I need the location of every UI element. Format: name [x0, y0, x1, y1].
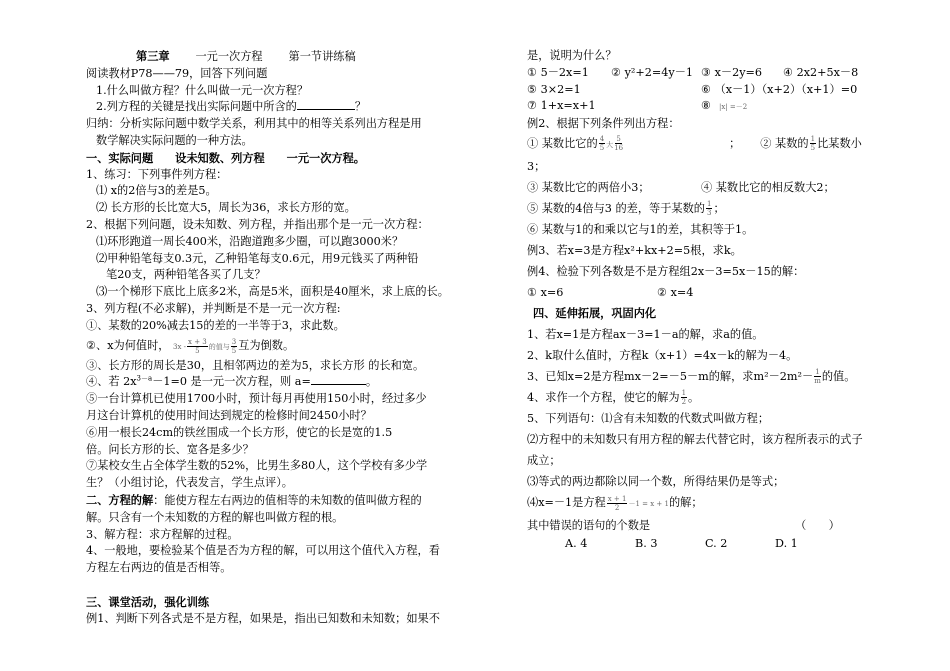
exercise-5-cont: 月这台计算机的使用时间达到规定的检修时间2450小时？	[86, 408, 372, 422]
option-a: A. 4	[565, 536, 588, 550]
extension-3: 3、已知x=2是方程mx－2=－5－m的解，求m²－2m²－ $\frac{1}{m}$ 的值。	[527, 368, 856, 386]
expression-row-2: ⑤ 3×2=1 ⑥ （x－1）（x+2）（x+1）=0	[527, 82, 858, 96]
exercise-2: ②、x为何值时， 3x - $\frac{x + 3}{5}$ 的值与 $\frac{3}{5}$ 互为倒数。	[86, 338, 295, 356]
practice-2-item-1: ⑴环形跑道一周长400米，沿跑道跑多少圈，可以跑3000米？	[96, 234, 404, 248]
example-2-row-4: ⑥ 某数与1的和乘以它与1的差，其积等于1。	[527, 222, 754, 236]
question-2: 2.列方程的关键是找出实际问题中所含的 ？	[96, 100, 367, 114]
option-d: D. 1	[775, 536, 798, 550]
practice-1: 1、练习：下列事件列方程：	[86, 167, 228, 181]
answer-blank	[311, 374, 366, 385]
extension-4: 4、求作一个方程，使它的解为 $\frac{1}{2}$ 。	[527, 389, 700, 407]
section-4-heading: 四、延伸拓展，巩固内化	[533, 305, 657, 320]
question-1: 1.什么叫做方程？什么叫做一元一次方程？	[96, 83, 309, 97]
right-column	[527, 48, 879, 553]
check-definition-cont: 方程左右两边的值是否相等。	[86, 561, 232, 575]
extension-2: 2、k取什么值时，方程k（x+1）=4x－k的解为－4。	[527, 348, 798, 362]
exercise-7: ⑦某校女生占全体学生数的52%，比男生多80人，这个学校有多少学	[86, 459, 428, 473]
practice-2-item-2-cont: 笔20支，两种铅笔各买了几支？	[106, 268, 266, 282]
section-2-definition: 二、方程的解：能使方程左右两边的值相等的未知数的值叫做方程的	[86, 492, 422, 507]
check-definition: 4、一般地，要检验某个值是否为方程的解，可以用这个值代入方程，看	[86, 544, 440, 558]
intro-text: 阅读教材P78——79，回答下列问题	[86, 66, 268, 80]
section-3-heading: 三、课堂活动，强化训练	[86, 594, 210, 609]
exercise-1: ①、某数的20%减去15的差的一半等于3，求此数。	[86, 318, 345, 332]
solve-definition: 3、解方程：求方程解的过程。	[86, 527, 239, 541]
example-4-options: ① x=6 ② x=4	[527, 285, 694, 299]
practice-2: 2、根据下列问题，设未知数、列方程，并指出那个是一元一次方程：	[86, 217, 429, 231]
guide-line-2: 数学解决实际问题的一种方法。	[96, 133, 253, 147]
page-title: 第三章 一元一次方程 第一节讲练稿	[136, 49, 356, 63]
example-3: 例3、若x=3是方程x²+kx+2=5根，求k。	[527, 243, 742, 257]
practice-1-item-2: ⑵ 长方形的长比宽大5，周长为36，求长方形的宽。	[96, 201, 356, 215]
answer-options	[527, 536, 879, 553]
practice-2-item-2: ⑵甲种铅笔每支0.3元，乙种铅笔每支0.6元，用9元钱买了两种铅	[96, 251, 419, 265]
expression-row-3: ⑦ 1+x=x+1 ⑧ |x| =－2	[527, 99, 748, 113]
exercise-7-cont: 生？（小组讨论，代表发言，学生点评）。	[86, 476, 293, 490]
guide-line-1: 归纳：分析实际问题中数学关系，利用其中的相等关系列出方程是用	[86, 117, 422, 131]
practice-1-item-1: ⑴ x的2倍与3的差是5。	[96, 184, 217, 198]
example-2-row-2: ③ 某数比它的两倍小3； ④ 某数比它的相反数大2；	[527, 180, 835, 194]
extension-5-item-2-cont: 成立；	[527, 453, 561, 467]
extension-6: 其中错误的语句的个数是 （ ）	[527, 518, 840, 532]
extension-5: 5、下列语句：⑴含有未知数的代数式叫做方程；	[527, 411, 770, 425]
option-b: B. 3	[635, 536, 658, 550]
answer-blank	[297, 99, 355, 110]
example-1: 例1、判断下列各式是不是方程，如果是，指出已知数和未知数；如果不	[86, 611, 440, 625]
practice-3: 3、列方程(不必求解)，并判断是不是一元一次方程:	[86, 301, 341, 315]
example-2-row-1: ① 某数比它的 $\frac{4}{5}$ 大 $\frac{5}{16}$ ； ② 某数的 $\frac{1}{5}$ 比某数小	[527, 135, 862, 153]
example-2-row-3: ⑤ 某数的4倍与3 的差，等于某数的 $\frac{1}{3}$ ；	[527, 200, 725, 218]
example-2-row-1-cont: 3；	[527, 159, 546, 173]
practice-2-item-3: ⑶一个梯形下底比上底多2米，高是5米，面积是40厘米，求上底的长。	[96, 285, 449, 299]
option-c: C. 2	[705, 536, 728, 550]
extension-5-item-4: ⑷x=－1是方程 $\frac{x + 1}{2}$ －1 = x + 1的解；	[527, 495, 703, 513]
exercise-5: ⑤一台计算机已使用1700小时，预计每月再使用150小时，经过多少	[86, 392, 427, 406]
expression-row-1: ① 5－2x=1 ② y²+2=4y－1 ③ x－2y=6 ④ 2x2+5x－8	[527, 65, 859, 79]
section-2-definition-cont: 解。只含有一个未知数的方程的解也叫做方程的根。	[86, 510, 344, 524]
example-4: 例4、检验下列各数是不是方程组2x－3=5x－15的解：	[527, 264, 805, 278]
extension-5-item-2: ⑵方程中的未知数只有用方程的解去代替它时，该方程所表示的式子	[527, 432, 863, 446]
section-1-heading: 一、实际问题 设未知数、列方程 一元一次方程。	[86, 150, 365, 165]
extension-1: 1、若x=1是方程ax－3=1－a的解，求a的值。	[527, 327, 764, 341]
example-2: 例2、根据下列条件列出方程：	[527, 117, 680, 131]
exercise-4: ④、若 $2x^{3-a}-1=0$ 是一元一次方程，则 a= 。	[86, 374, 378, 389]
example-1-cont: 是，说明为什么？	[527, 49, 617, 62]
exercise-6: ⑥用一根长24cm的铁丝围成一个长方形，使它的长是宽的1.5	[86, 425, 393, 439]
exercise-6-cont: 倍。问长方形的长、宽各是多少？	[86, 442, 254, 456]
left-column	[86, 48, 486, 627]
exercise-3: ③、长方形的周长是30，且相邻两边的差为5，求长方形 的长和宽。	[86, 358, 425, 372]
expression-inline: 3x - $\frac{x + 3}{5}$ 的值与 $\frac{3}{5}$	[173, 338, 237, 356]
extension-5-item-3: ⑶等式的两边都除以同一个数，所得结果仍是等式；	[527, 474, 785, 488]
